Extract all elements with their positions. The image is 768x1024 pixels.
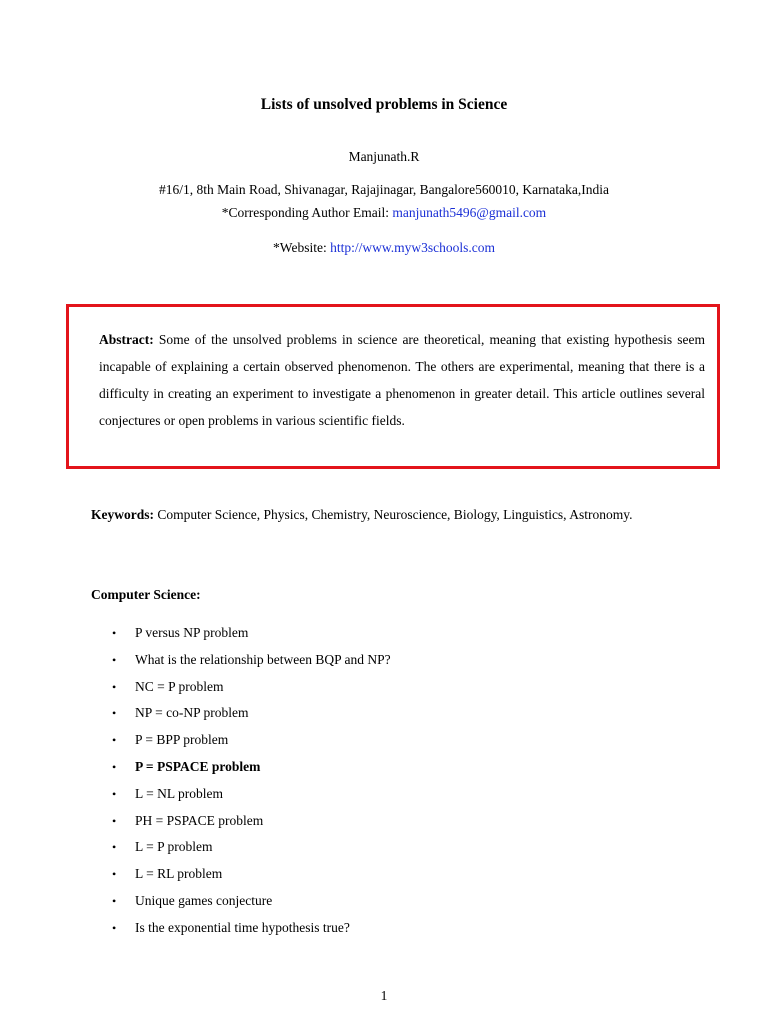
list-item <box>91 785 391 812</box>
list-item-text: NP = co-NP problem <box>135 705 249 721</box>
abstract-text: Some of the unsolved problems in science are theoretical, meaning that existing hypothesis seem incapable of explaining a certain observed phenomenon. The others are experimental, meaning that there is a difficulty in creating an experiment to investigate a phenomenon in greater detail. This article outlines several conjectures or open problems in various scientific fields. <box>99 332 705 428</box>
list-item <box>91 919 391 946</box>
bullet-icon: • <box>112 840 117 855</box>
list-item <box>91 865 391 892</box>
bullet-icon: • <box>112 759 117 774</box>
list-item-text: Unique games conjecture <box>135 892 273 908</box>
bullet-icon: • <box>112 679 117 694</box>
list-item <box>91 731 391 758</box>
author-name: Manjunath.R <box>348 149 420 164</box>
list-item-text: P = BPP problem <box>135 732 229 748</box>
list-item <box>91 812 391 839</box>
bullet-icon: • <box>112 786 117 801</box>
list-item <box>91 651 391 678</box>
bullet-icon: • <box>112 733 117 748</box>
list-item-text: PH = PSPACE problem <box>135 812 264 828</box>
abstract-label: Abstract: <box>99 332 154 347</box>
email-line <box>0 205 768 221</box>
list-item <box>91 758 391 785</box>
bullet-icon: • <box>112 867 117 882</box>
list-item-text: L = NL problem <box>135 785 223 801</box>
list-item-text: What is the relationship between BQP and NP? <box>135 651 391 667</box>
list-item <box>91 624 391 651</box>
keywords-paragraph <box>91 505 677 524</box>
section-heading-computer-science: Computer Science: <box>91 587 201 602</box>
author-address: #16/1, 8th Main Road, Shivanagar, Rajajinagar, Bangalore560010, Karnataka,India <box>159 182 609 197</box>
website-link[interactable]: http://www.myw3schools.com <box>330 240 495 255</box>
list-item <box>91 838 391 865</box>
email-label: *Corresponding Author Email: <box>221 205 393 220</box>
bullet-icon: • <box>112 706 117 721</box>
problem-list <box>91 624 391 946</box>
bullet-icon: • <box>112 626 117 640</box>
website-line <box>0 240 768 256</box>
keywords-text: Computer Science, Physics, Chemistry, Neuroscience, Biology, Linguistics, Astronomy. <box>154 507 633 522</box>
page-number: 1 <box>380 988 388 1003</box>
website-label: *Website: <box>273 240 331 255</box>
list-item-text: NC = P problem <box>135 678 224 694</box>
list-item <box>91 892 391 919</box>
list-item-text: Is the exponential time hypothesis true? <box>135 919 350 935</box>
bullet-icon: • <box>112 893 117 908</box>
email-link[interactable]: manjunath5496@gmail.com <box>392 205 547 220</box>
list-item <box>91 678 391 705</box>
bullet-icon: • <box>112 652 117 667</box>
bullet-icon: • <box>112 813 117 828</box>
keywords-label: Keywords: <box>91 507 154 522</box>
list-item-text: P = PSPACE problem <box>135 758 261 774</box>
paper-title: Lists of unsolved problems in Science <box>260 96 508 113</box>
abstract-box <box>66 304 720 469</box>
abstract-paragraph <box>99 326 705 434</box>
list-item <box>91 704 391 731</box>
list-item-text: L = P problem <box>135 839 213 855</box>
list-item-text: P versus NP problem <box>135 625 249 640</box>
bullet-icon: • <box>112 920 117 935</box>
list-item-text: L = RL problem <box>135 866 223 882</box>
